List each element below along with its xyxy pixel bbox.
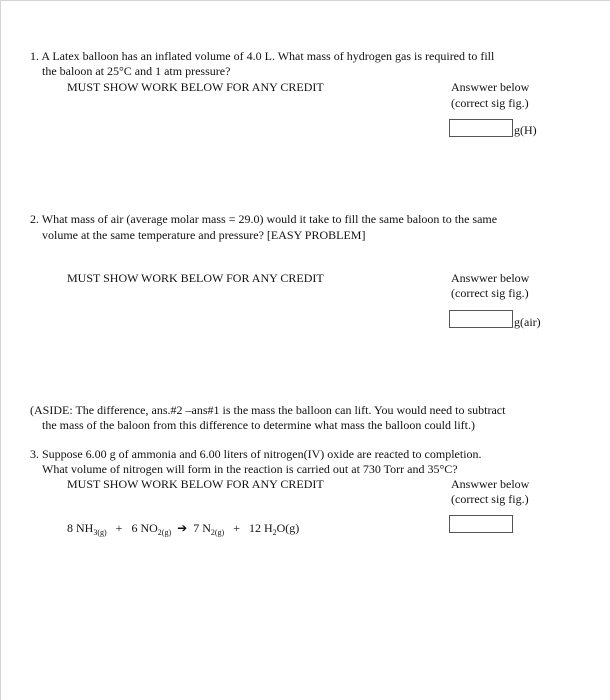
q1-text-line1: 1. A Latex balloon has an inflated volume of 4.0 L. What mass of hydrogen gas is required to fill: [30, 49, 495, 63]
q2-instruction: MUST SHOW WORK BELOW FOR ANY CREDIT: [67, 271, 324, 285]
eq-reactant-ammonia: 8 $NH_{3(g)}$: [67, 521, 107, 537]
q2-text-line1: 2. What mass of air (average molar mass = 29.0) would it take to fill the same baloon to the same: [30, 212, 498, 226]
q3-answer-label: Answwer below: [451, 477, 530, 491]
q1-sig-fig-note: (correct sig fig.): [451, 96, 529, 110]
q2-answer-label: Answwer below: [451, 271, 530, 285]
q2-answer-box[interactable]: [449, 310, 513, 328]
chemical-equation: [67, 521, 299, 535]
q1-text-line2: the baloon at 25°C and 1 atm pressure?: [42, 64, 231, 78]
q1-unit-label: g(H): [514, 123, 537, 137]
q3-instruction: MUST SHOW WORK BELOW FOR ANY CREDIT: [67, 477, 324, 491]
eq-plus-2: +: [233, 521, 240, 535]
reaction-arrow-icon: ➔: [177, 521, 188, 535]
eq-plus-1: +: [115, 521, 123, 535]
q3-text-line1: 3. Suppose 6.00 g of ammonia and 6.00 liters of nitrogen(IV) oxide are reacted to completion.: [30, 447, 482, 461]
eq-reactant-no2: 6 $NO_{2(g)}$: [131, 521, 172, 537]
q3-answer-box[interactable]: [449, 515, 513, 533]
q1-answer-box[interactable]: [449, 119, 513, 137]
q1-answer-label: Answwer below: [451, 80, 530, 94]
q1-instruction: MUST SHOW WORK BELOW FOR ANY CREDIT: [67, 80, 324, 94]
eq-product-water: 12 $H_2O(g)$: [248, 521, 300, 537]
aside-text-line1: (ASIDE: The difference, ans.#2 –ans#1 is the mass the balloon can lift. You would need to subtract: [30, 403, 506, 417]
aside-text-line2: the mass of the baloon from this difference to determine what mass the balloon could lift.): [42, 418, 475, 432]
eq-product-n2: 7 $N_{2(g)}$: [193, 521, 225, 537]
q3-sig-fig-note: (correct sig fig.): [451, 492, 529, 506]
q2-text-line2: volume at the same temperature and pressure? [EASY PROBLEM]: [42, 228, 366, 242]
q3-text-line2: What volume of nitrogen will form in the reaction is carried out at 730 Torr and 35°C?: [42, 462, 458, 476]
q2-unit-label: g(air): [514, 315, 541, 329]
q2-sig-fig-note: (correct sig fig.): [451, 286, 529, 300]
